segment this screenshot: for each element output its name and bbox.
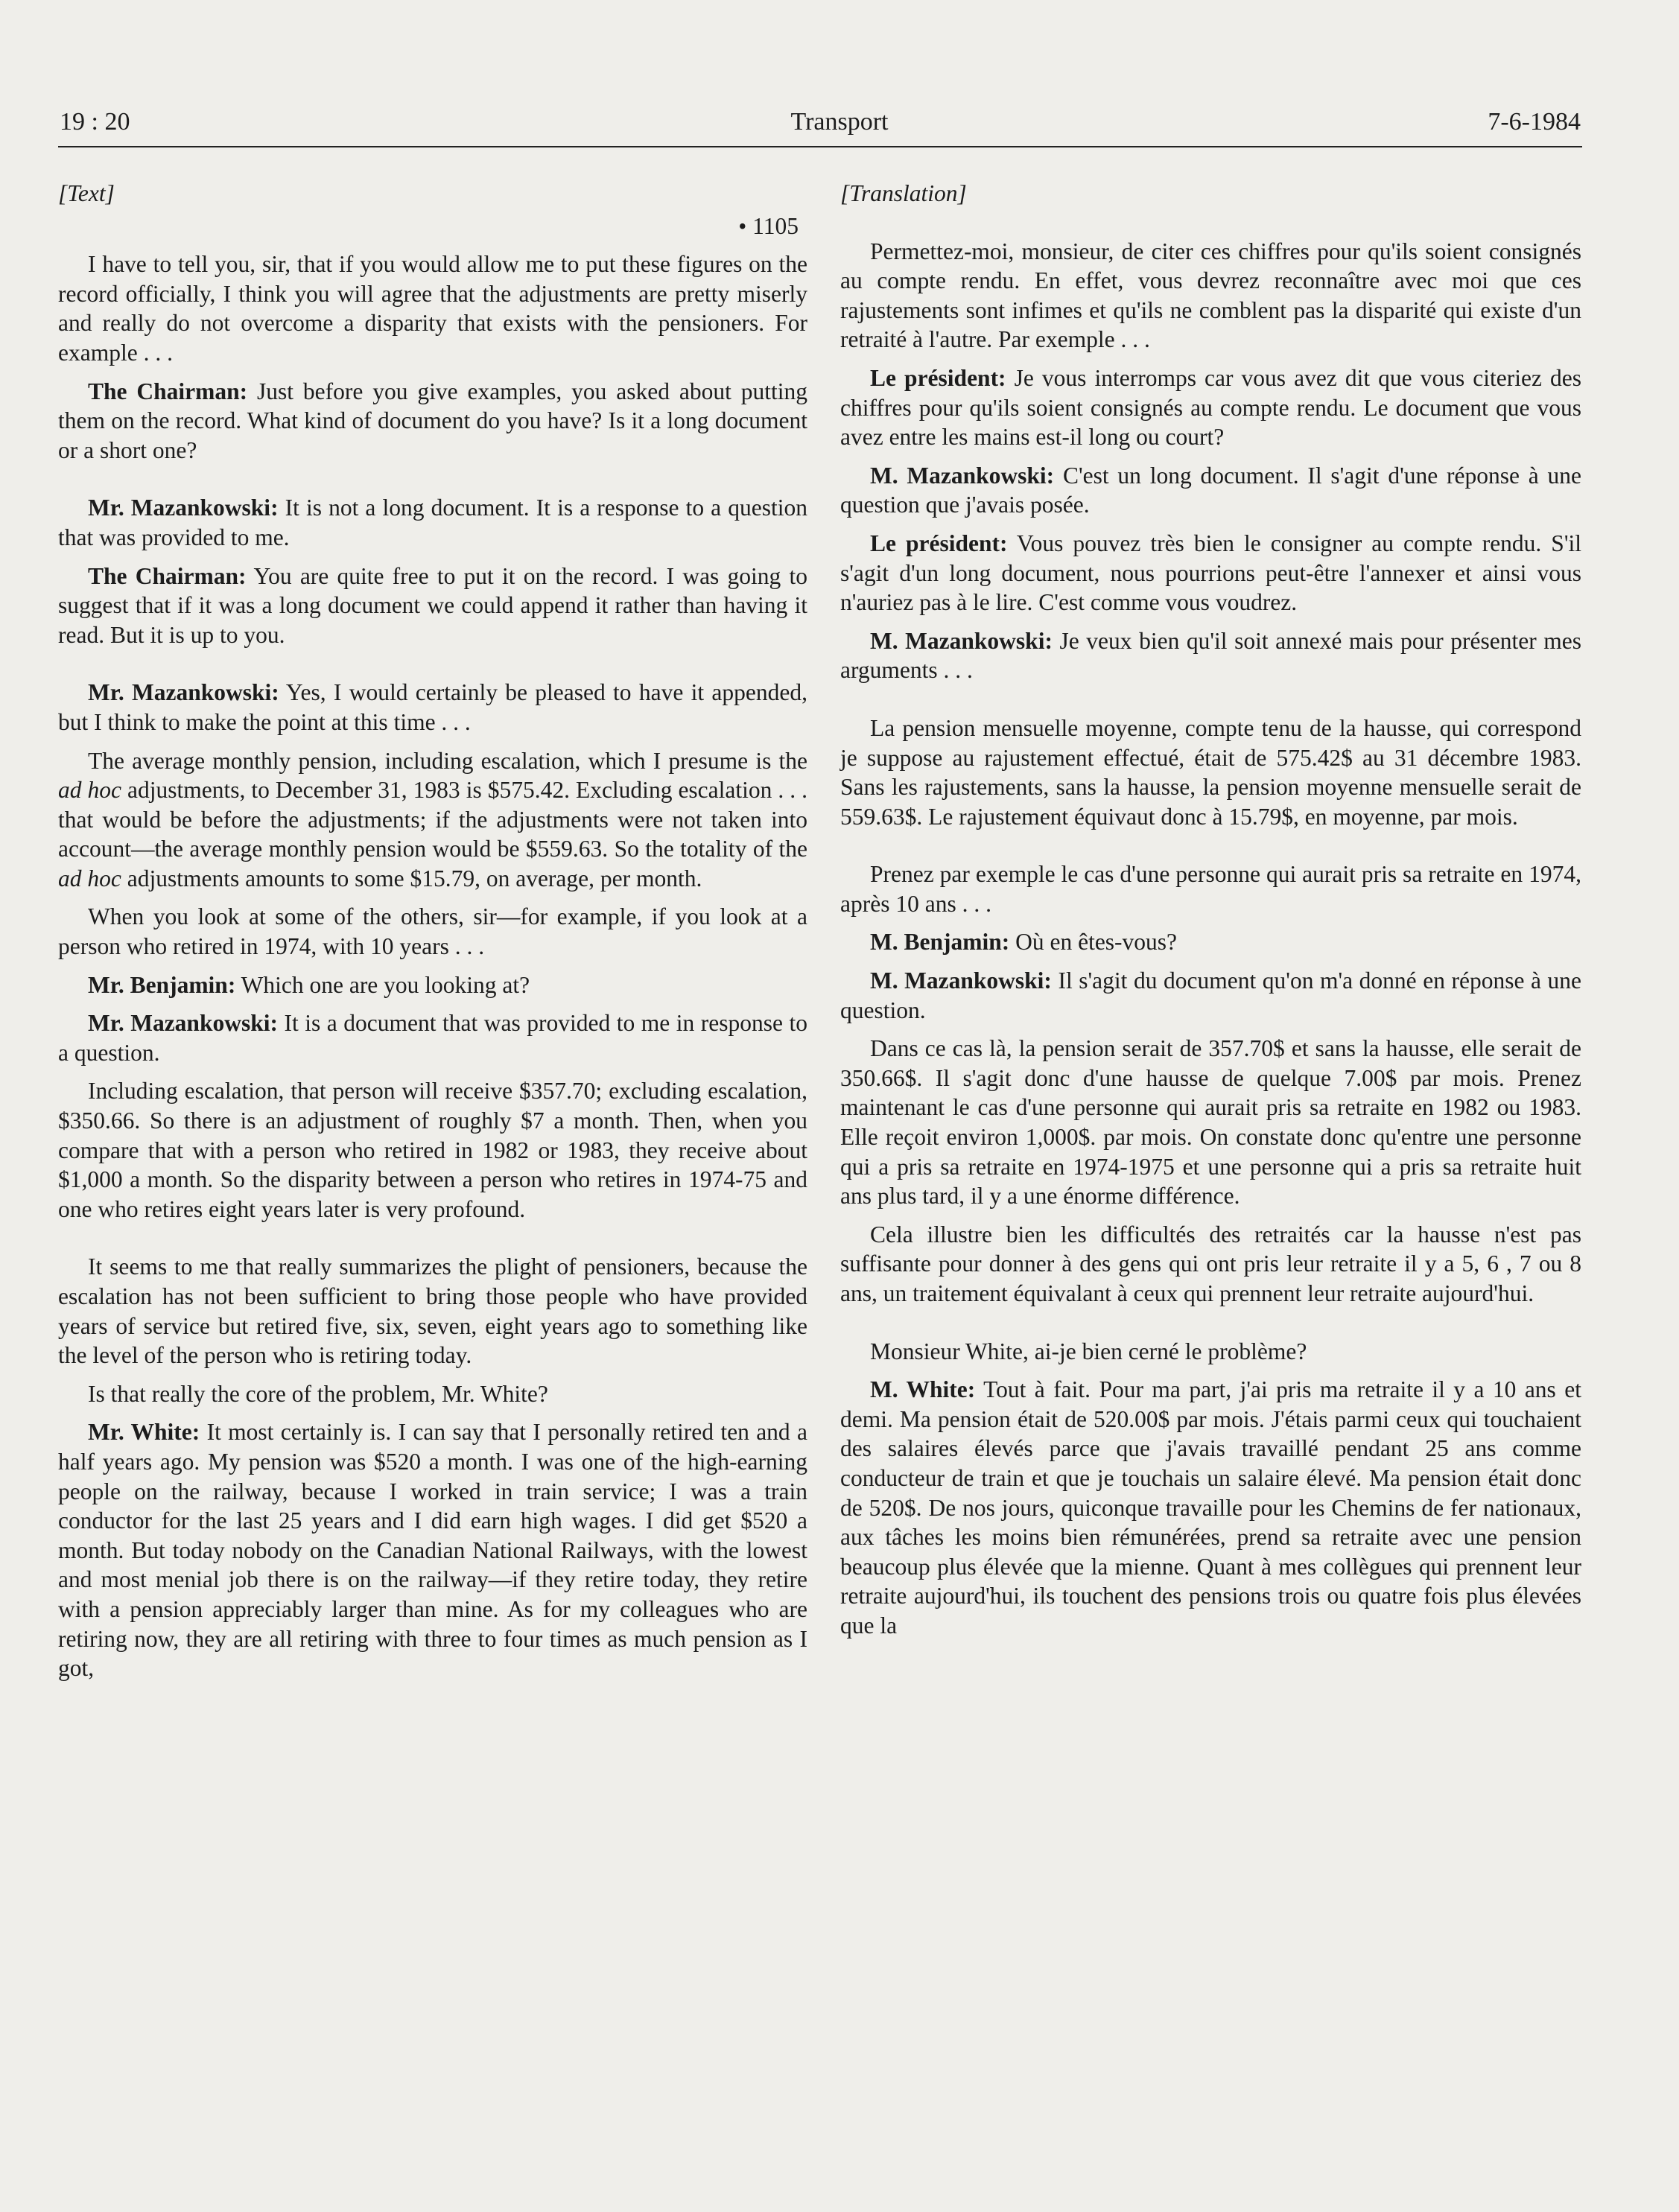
committee-title: Transport [790,108,889,136]
speech-text: Je vous interromps car vous avez dit que vous citeriez des chiffres pour qu'ils soient consignés au compte rendu. Le document que vous avez entre les mains est-il long ou court? [840,364,1582,451]
speech-paragraph [840,461,1581,520]
speaker-name: Mr. Mazankowski: [88,1010,278,1037]
speaker-name: M. White: [870,1376,976,1403]
speech-paragraph [840,966,1581,1025]
speech-text: C'est un long document. Il s'agit d'une réponse à une question que j'avais posée. [840,462,1582,518]
speech-paragraph [58,1417,807,1682]
speaker-name: The Chairman: [88,378,248,404]
paragraph: Including escalation, that person will receive $357.70; excluding escalation, $350.66. So there is an adjustment of roughly $7 a month. Then, when you compare that with a person who retired in 1982 or 1983, they receive about $1,000 a month. So the disparity between a person who retires in 1974-75 and one who retires eight years later is very profound. [58,1078,807,1222]
speech-paragraph [58,970,807,1000]
speaker-name: Mr. Mazankowski: [88,679,279,706]
speech-text: Je veux bien qu'il soit annexé mais pour présenter mes arguments . . . [840,627,1582,684]
speech-text: It most certainly is. I can say that I personally retired ten and a half years ago. My pension was $520 a month. I was one of the high-earning people on the railway, because I worked in train service; I was a train conductor for the last 25 years and I did earn high wages. I did get $520 a month. But today nobody on the Canadian National Railways, with the lowest and most menial job there is on the railway—if they retire today, they retire with a pension appreciably larger than mine. As for my colleagues who are retiring now, they are all retiring with three to four times as much pension as I got, [58,1419,808,1682]
paragraph: When you look at some of the others, sir—for example, if you look at a person who retired in 1974, with 10 years . . . [58,903,807,960]
speaker-name: M. Mazankowski: [870,627,1053,654]
speech-paragraph [58,493,807,552]
speaker-name: M. Mazankowski: [870,462,1055,489]
speech-text: You are quite free to put it on the record. I was going to suggest that if it was a long document we could append it rather than having it read. But it is up to you. [58,562,807,648]
speech-text: Vous pouvez très bien le consigner au compte rendu. S'il s'agit d'un long document, nous pourrions peut-être l'annexer et ainsi vous n'auriez pas à le lire. C'est comme vous voudrez. [840,530,1581,616]
paragraph: I have to tell you, sir, that if you would allow me to put these figures on the record officially, I think you will agree that the adjustments are pretty miserly and really do not overcome a disparity that exists with the pensioners. For example . . . [58,251,807,366]
speech-text: Il s'agit du document qu'on m'a donné en réponse à une question. [840,967,1581,1023]
speaker-name: Le président: [870,530,1008,556]
paragraph: La pension mensuelle moyenne, compte tenu de la hausse, qui correspond je suppose au rajustement effectué, était de 575.42$ au 31 décembre 1983. Sans les rajustements, sans la hausse, la pension moyenne mensuelle serait de 559.63$. Le rajustement équivaut donc à 15.79$, en moyenne, par mois. [840,714,1581,830]
paragraph: Dans ce cas là, la pension serait de 357.70$ et sans la hausse, elle serait de 350.66$. Il s'agit donc d'une hausse de quelque 7.00$ par mois. Prenez maintenant le cas d'une personne qui aurait pris sa retraite en 1982 ou 1983. Elle reçoit environ 1,000$. par mois. On constate donc qu'entre une personne qui a pris sa retraite en 1974-1975 et une personne qui a pris sa retraite huit ans plus tard, il y a une énorme différence. [840,1035,1581,1210]
french-column [840,179,1581,1641]
speech-text: Yes, I would certainly be pleased to have it appended, but I think to make the point at this time . . . [58,679,807,735]
speaker-name: M. Benjamin: [870,929,1010,956]
speech-text: It is a document that was provided to me in response to a question. [58,1010,807,1066]
text-label: [Text] [58,180,115,206]
header-rule [58,146,1582,147]
paragraph: It seems to me that really summarizes the plight of pensioners, because the escalation has not been sufficient to bring those people who have provided years of service but retired five, six, seven, eight years ago to something like the level of the person who is retiring today. [58,1253,807,1369]
speech-paragraph [840,1375,1581,1640]
page-date: 7-6-1984 [1488,108,1581,136]
paragraph: Is that really the core of the problem, Mr. White? [88,1380,548,1407]
speech-text: It is not a long document. It is a response to a question that was provided to me. [58,495,807,550]
speech-paragraph [58,678,807,737]
english-column [58,179,807,1683]
speech-paragraph [840,363,1581,452]
translation-label: [Translation] [840,180,967,206]
speech-paragraph [840,529,1581,617]
speech-text: Just before you give examples, you asked about putting them on the record. What kind of document do you have? Is it a long document or a short one? [58,378,807,463]
speaker-name: Mr. White: [88,1419,200,1446]
speech-paragraph [58,562,807,650]
speaker-name: The Chairman: [88,562,247,589]
time-stamp: • 1105 [738,212,799,239]
paragraph: Permettez-moi, monsieur, de citer ces chiffres pour qu'ils soient consignés au compte rendu. En effet, vous devrez reconnaître avec moi que ces rajustements sont infimes et qu'ils ne comblent pas la disparité qui existe d'un retraité à l'autre. Par exemple . . . [840,238,1581,353]
paragraph: Prenez par exemple le cas d'une personne qui aurait pris sa retraite en 1974, après 10 ans . . . [840,861,1581,917]
speech-text: Which one are you looking at? [241,971,530,998]
speech-text: Tout à fait. Pour ma part, j'ai pris ma retraite il y a 10 ans et demi. Ma pension était de 520.00$ par mois. J'étais parmi ceux qui touchaient des salaires élevés parce que j'avais travaillé pendant 25 ans comme conducteur de train et que je touchais un salaire élevé. Ma pension était donc de 520$. De nos jours, quiconque travaille pour les Chemins de fer nationaux, aux tâches les moins bien rémunérées, prend sa retraite avec une pension beaucoup plus élevée que la mienne. Quant à mes collègues qui prennent leur retraite aujourd'hui, ils touchent des pensions trois ou quatre fois plus élevées que la [840,1376,1581,1639]
speaker-name: M. Mazankowski: [870,967,1052,994]
speech-text: Où en êtes-vous? [1015,929,1178,956]
speech-paragraph [840,927,1581,957]
paragraph: Monsieur White, ai-je bien cerné le problème? [870,1338,1307,1364]
speech-paragraph [58,1008,807,1067]
paragraph: The average monthly pension, including escalation, which I presume is the ad hoc adjustments, to December 31, 1983 is $575.42. Excluding escalation . . . that would be before the adjustments; if the adjustments were not taken into account—the average monthly pension would be $559.63. So the totality of the ad hoc adjustments amounts to some $15.79, on average, per month. [58,747,808,892]
page-number: 19 : 20 [60,108,130,136]
paragraph: Cela illustre bien les difficultés des retraités car la hausse n'est pas suffisante pour donner à des gens qui ont pris leur retraite il y a 5, 6 , 7 ou 8 ans, un traitement équivalant à ceux qui prennent leur retraite aujourd'hui. [840,1221,1581,1306]
speaker-name: Mr. Benjamin: [88,971,236,998]
speaker-name: Mr. Mazankowski: [88,495,279,521]
speaker-name: Le président: [870,364,1006,391]
speech-paragraph [58,377,807,465]
speech-paragraph [840,626,1581,685]
